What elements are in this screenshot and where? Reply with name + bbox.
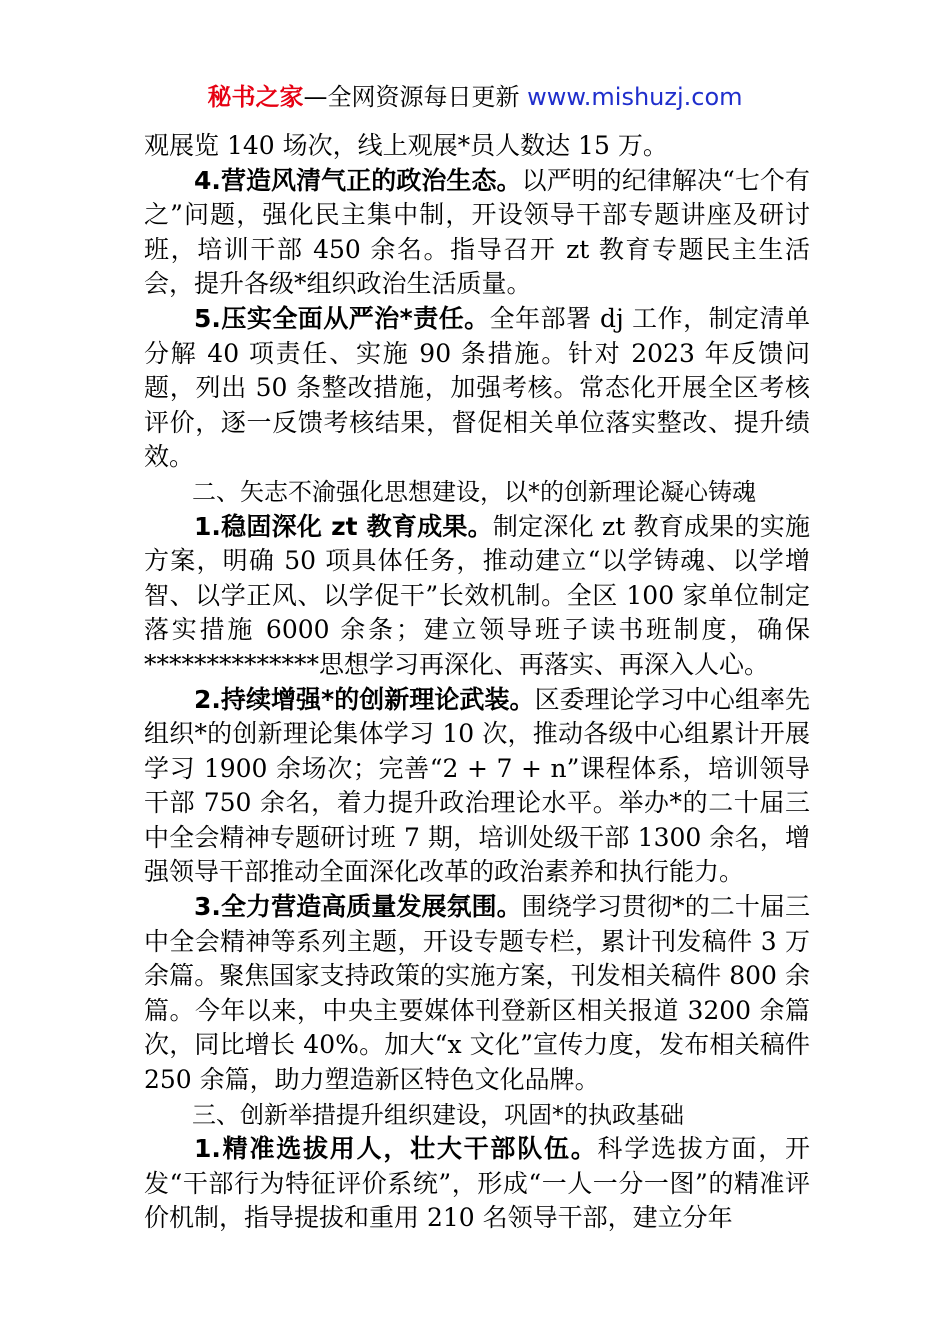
section-heading-2: 二、矢志不渝强化思想建设，以*的创新理论凝心铸魂 bbox=[192, 477, 756, 506]
paragraph-text: 全年部署 dj 工作，制定清单分解 40 项责任、实施 90 条措施。针对 2023 年反馈问题，列出 50 条整改措施，加强考核。常态化开展全区考核评价，逐一反馈考核结果，督促相关单位落实整改、提升绩效。 bbox=[144, 303, 810, 472]
subheading: 1.稳固深化 zt 教育成果。 bbox=[194, 511, 493, 541]
paragraph-text: 观展览 140 场次，线上观展*员人数达 15 万。 bbox=[144, 131, 668, 160]
paragraph-text: 制定深化 zt 教育成果的实施方案，明确 50 项具体任务，推动建立“以学铸魂、以学增智、以学正风、以学促干”长效机制。全区 100 家单位制定落实措施 6000 余条；建立领导班子读书班制度，确保**************思想学习再深化、再落实、再深入人心。 bbox=[144, 511, 810, 679]
document-body bbox=[144, 129, 810, 1236]
section-heading-3: 三、创新举措提升组织建设，巩固*的执政基础 bbox=[192, 1100, 684, 1129]
subheading: 5.压实全面从严治*责任。 bbox=[194, 303, 490, 333]
paragraph-item-5 bbox=[144, 302, 810, 475]
subheading: 4.营造风清气正的政治生态。 bbox=[194, 165, 522, 195]
paragraph-text: 围绕学习贯彻*的二十届三中全会精神等系列主题，开设专题专栏，累计刊发稿件 3 万余篇。聚焦国家支持政策的实施方案，刊发相关稿件 800 余篇。今年以来，中央主要媒体刊登新区相关报道 3200 余篇次，同比增长 40%。加大“x 文化”宣传力度，发布相关稿件 250 余篇，助力塑造新区特色文化品牌。 bbox=[144, 892, 810, 1095]
paragraph-text: 以严明的纪律解决“七个有之”问题，强化民主集中制，开设领导干部专题讲座及研讨班，培训干部 450 余名。指导召开 zt 教育专题民主生活会，提升各级*组织政治生活质量。 bbox=[144, 165, 810, 299]
subheading: 1.精准选拔用人，壮大干部队伍。 bbox=[194, 1134, 598, 1164]
paragraph-item-2-2 bbox=[144, 683, 810, 891]
subheading: 3.全力营造高质量发展氛围。 bbox=[194, 892, 522, 922]
paragraph-item-4 bbox=[144, 164, 810, 302]
paragraph-item-3-1 bbox=[144, 1132, 810, 1236]
paragraph-item-2-3 bbox=[144, 890, 810, 1098]
paragraph-text: 科学选拔方面，开发“干部行为特征评价系统”，形成“一人一分一图”的精准评价机制，指导提拔和重用 210 名领导干部，建立分年 bbox=[144, 1134, 810, 1233]
site-brand: 秘书之家 bbox=[207, 83, 304, 111]
paragraph-item-2-1 bbox=[144, 510, 810, 683]
paragraph-text: 区委理论学习中心组率先组织*的创新理论集体学习 10 次，推动各级中心组累计开展学习 1900 余场次；完善“2 + 7 + n”课程体系，培训领导干部 750 余名，着力提升政治理论水平。举办*的二十届三中全会精神专题研讨班 7 期，培训处级干部 1300 余名，增强领导干部推动全面深化改革的政治素养和执行能力。 bbox=[144, 684, 810, 887]
subheading: 2.持续增强*的创新理论武装。 bbox=[194, 684, 535, 714]
site-header bbox=[0, 80, 950, 114]
paragraph-continuation bbox=[144, 129, 810, 164]
site-tagline: —全网资源每日更新 bbox=[303, 83, 528, 111]
site-url-link[interactable]: www.mishuzj.com bbox=[527, 83, 743, 111]
